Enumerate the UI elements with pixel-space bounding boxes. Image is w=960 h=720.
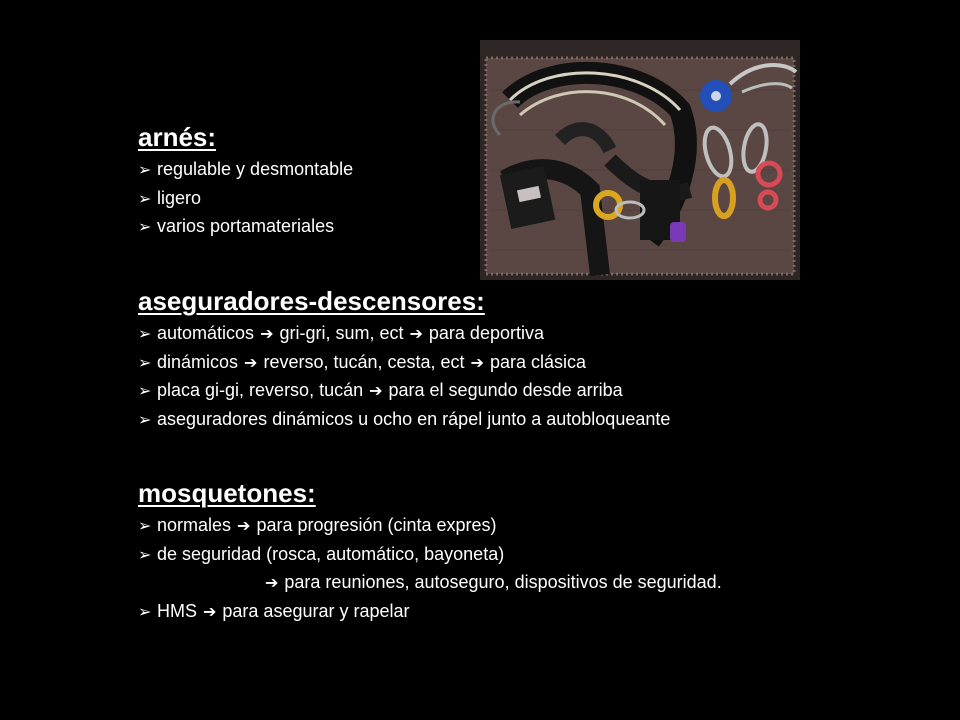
item-text: aseguradores dinámicos u ocho en rápel junto a autobloqueante: [157, 408, 671, 429]
list-item: [138, 320, 670, 349]
climbing-gear-photo: [480, 40, 800, 280]
item-text: dinámicos: [157, 351, 239, 372]
arrow-icon: ➔: [369, 383, 383, 400]
arrow-icon: ➔: [237, 518, 251, 535]
list-item-continuation: [138, 569, 722, 598]
bullet-icon: ➢: [138, 190, 152, 208]
list-item: [138, 541, 722, 570]
item-text: para el segundo desde arriba: [388, 380, 623, 400]
section-heading: aseguradores-descensores:: [138, 286, 485, 316]
item-text: para deportiva: [428, 323, 544, 343]
arrow-icon: ➔: [265, 575, 279, 592]
item-text: gri-gri, sum, ect: [279, 323, 404, 343]
arrow-icon: ➔: [244, 354, 258, 372]
bullet-icon: ➢: [138, 411, 152, 429]
list-item: [138, 598, 722, 627]
list-item: [138, 512, 722, 541]
item-text: normales: [157, 515, 232, 535]
list-item: [138, 156, 353, 185]
bullet-icon: ➢: [138, 383, 152, 400]
bullet-icon: ➢: [138, 162, 152, 179]
item-text: de seguridad (rosca, automático, bayoneta): [157, 543, 505, 564]
arrow-icon: ➔: [409, 326, 423, 343]
list-item: [138, 377, 670, 406]
item-text: ligero: [157, 187, 202, 208]
item-text: para clásica: [489, 351, 586, 372]
section-arnes: [138, 122, 353, 242]
list-item: [138, 213, 353, 242]
arrow-icon: ➔: [203, 603, 217, 621]
item-text: reverso, tucán, cesta, ect: [263, 351, 465, 372]
list-item: [138, 185, 353, 214]
item-text: para progresión (cinta expres): [256, 515, 497, 535]
section-mosquetones: [138, 478, 722, 626]
item-text: para asegurar y rapelar: [222, 600, 410, 621]
arrow-icon: ➔: [470, 354, 484, 372]
bullet-icon: ➢: [138, 546, 152, 564]
section-aseguradores-descensores: [138, 286, 670, 434]
bullet-icon: ➢: [138, 354, 152, 372]
bullet-icon: ➢: [138, 603, 152, 621]
section-heading: mosquetones:: [138, 478, 316, 508]
bullet-icon: ➢: [138, 326, 152, 343]
item-text: varios portamateriales: [157, 216, 335, 236]
section-heading: arnés:: [138, 122, 217, 152]
bullet-icon: ➢: [138, 219, 152, 236]
item-text: HMS: [157, 600, 197, 621]
bullet-icon: ➢: [138, 518, 152, 535]
list-item: [138, 349, 670, 378]
item-text: regulable y desmontable: [157, 159, 354, 179]
list-item: [138, 406, 670, 435]
item-text: placa gi-gi, reverso, tucán: [157, 380, 364, 400]
item-text: automáticos: [157, 323, 255, 343]
arrow-icon: ➔: [260, 326, 274, 343]
item-text: para reuniones, autoseguro, dispositivos de seguridad.: [284, 572, 722, 592]
